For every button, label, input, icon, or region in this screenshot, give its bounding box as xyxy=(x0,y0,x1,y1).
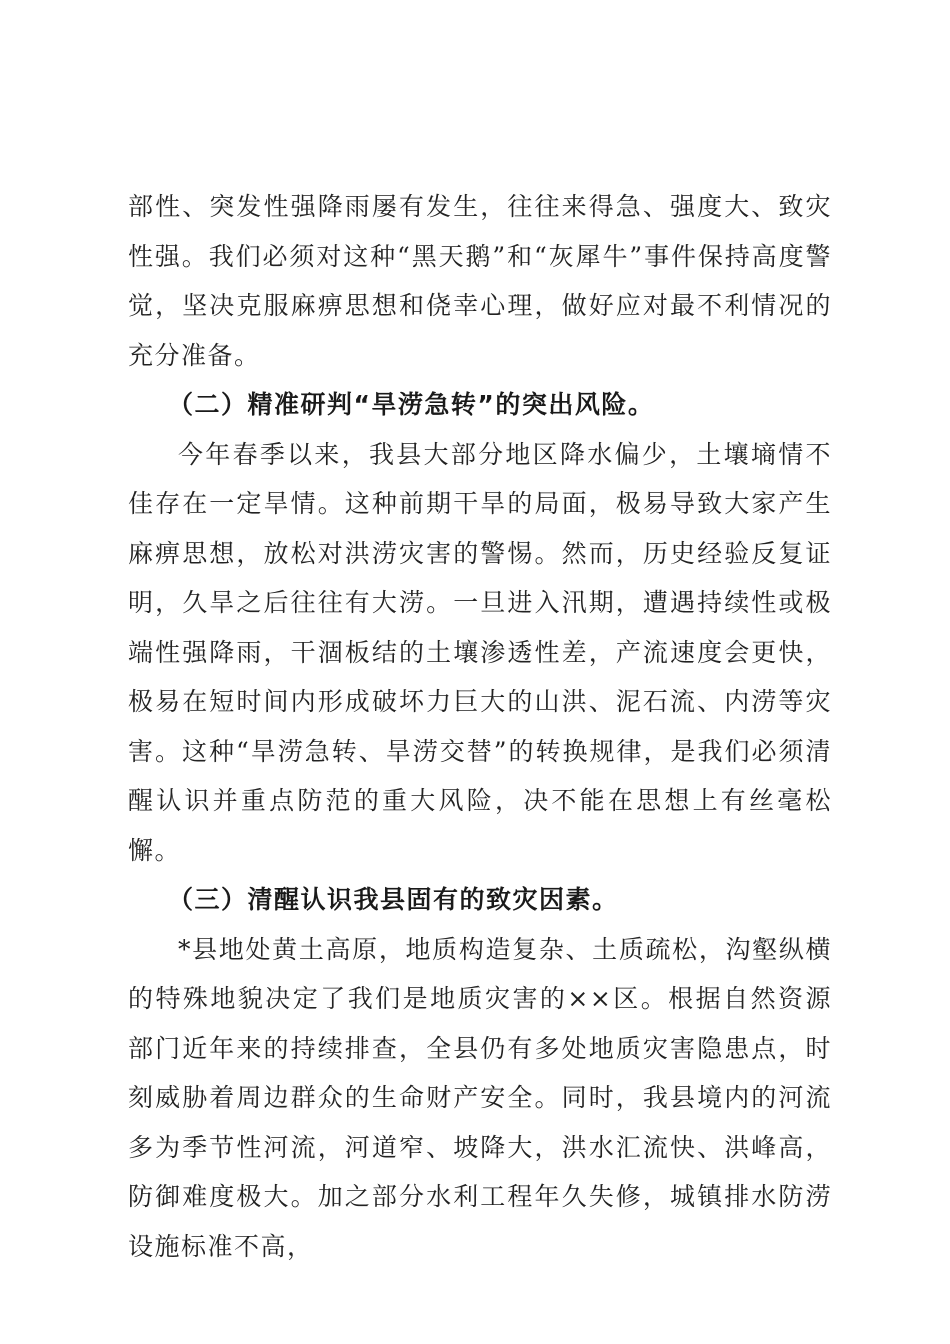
section-heading-2: （二）精准研判“旱涝急转”的突出风险。 xyxy=(168,390,655,419)
paragraph-disaster-factors: *县地处黄土高原，地质构造复杂、土质疏松，沟壑纵横的特殊地貌决定了我们是地质灾害的××区。根据自然资源部门近年来的持续排查，全县仍有多处地质灾害隐患点，时刻威胁着周边群众的生命财产安全。同时，我县境内的河流多为季节性河流，河道窄、坡降大，洪水汇流快、洪峰高，防御难度极大。加之部分水利工程年久失修，城镇排水防涝设施标准不高， xyxy=(128,934,832,1261)
document-body xyxy=(128,182,832,1271)
section-heading-3: （三）清醒认识我县固有的致灾因素。 xyxy=(168,885,619,914)
paragraph-continuation: 部性、突发性强降雨屡有发生，往往来得急、强度大、致灾性强。我们必须对这种“黑天鹅”和“灰犀牛”事件保持高度警觉，坚决克服麻痹思想和侥幸心理，做好应对最不利情况的充分准备。 xyxy=(128,192,832,370)
paragraph-drought-flood-risk: 今年春季以来，我县大部分地区降水偏少，土壤墒情不佳存在一定旱情。这种前期干旱的局面，极易导致大家产生麻痹思想，放松对洪涝灾害的警惕。然而，历史经验反复证明，久旱之后往往有大涝。一旦进入汛期，遭遇持续性或极端性强降雨，干涸板结的土壤渗透性差，产流速度会更快，极易在短时间内形成破坏力巨大的山洪、泥石流、内涝等灾害。这种“旱涝急转、旱涝交替”的转换规律，是我们必须清醒认识并重点防范的重大风险，决不能在思想上有丝毫松懈。 xyxy=(128,439,832,865)
